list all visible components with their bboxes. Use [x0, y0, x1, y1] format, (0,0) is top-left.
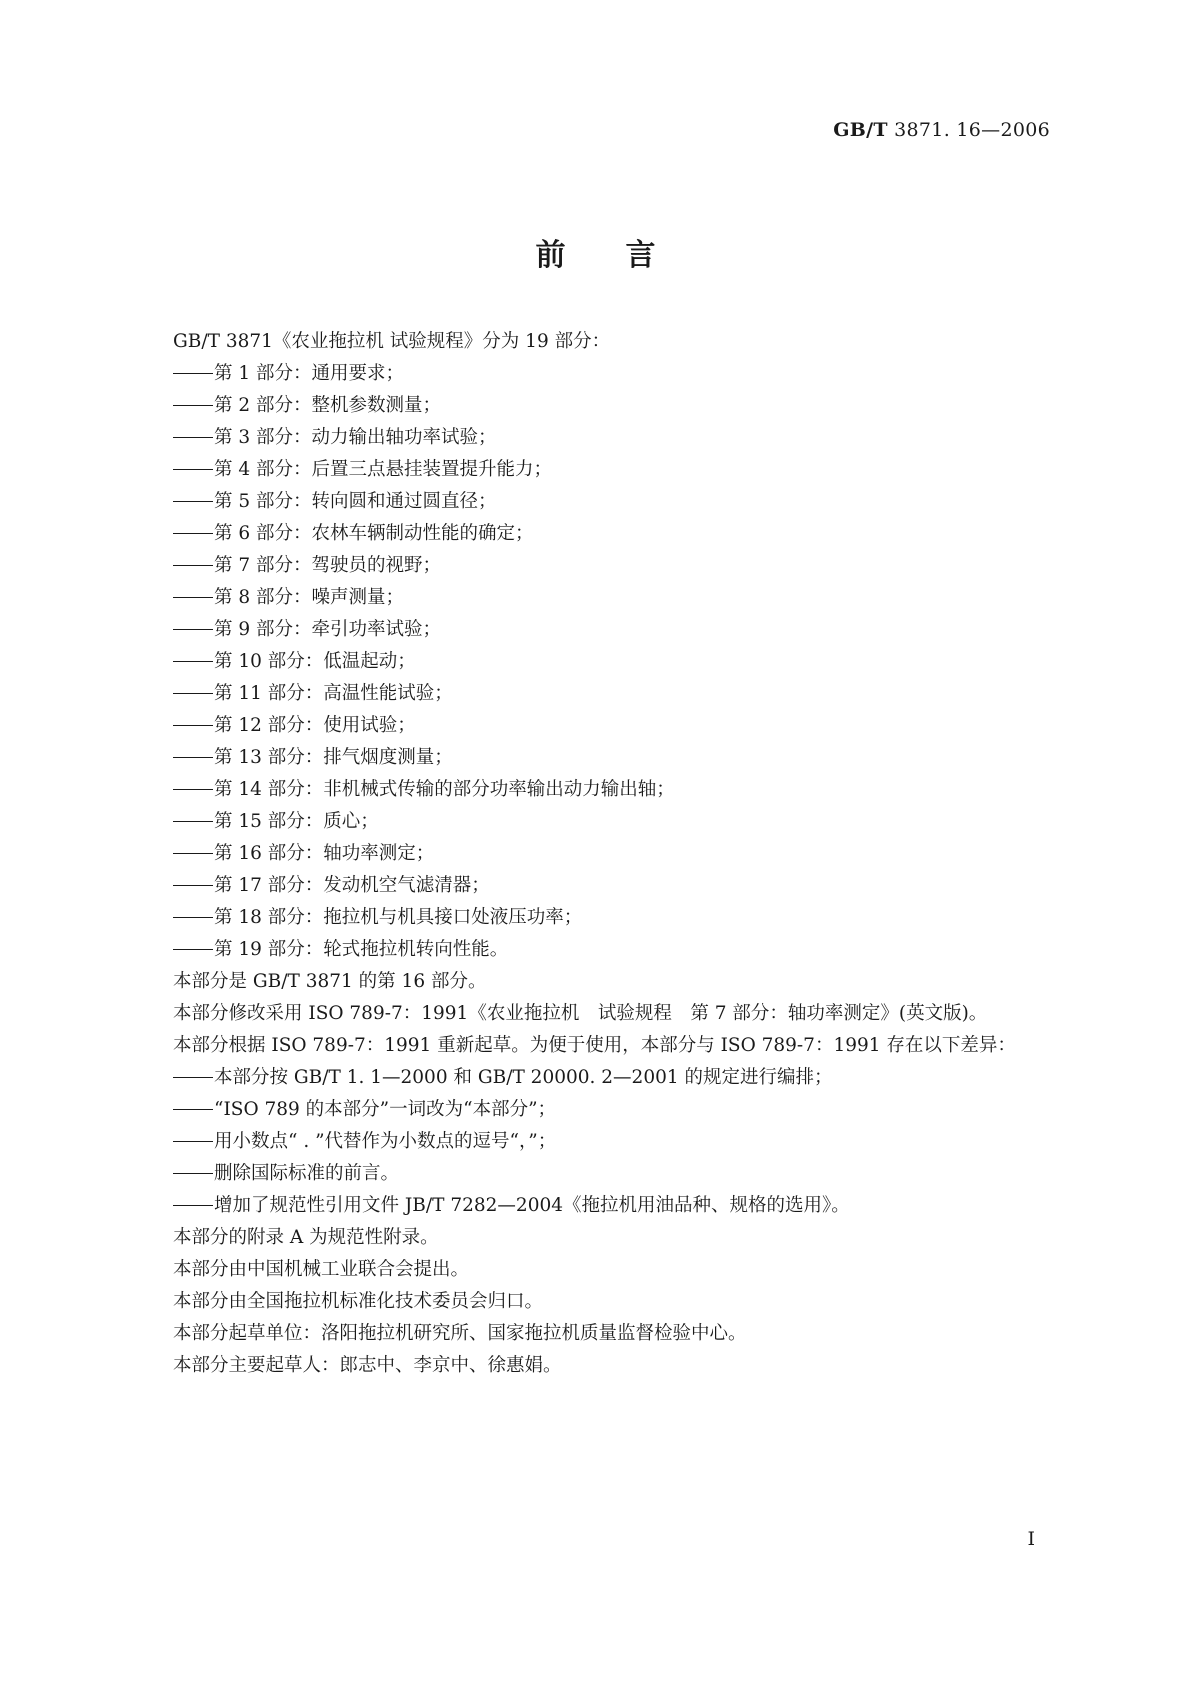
committee-statement: 本部分由全国拖拉机标准化技术委员会归口。	[173, 1291, 544, 1312]
list-item: 第 18 部分：拖拉机与机具接口处液压功率；	[173, 902, 1053, 934]
dash-mark	[173, 774, 214, 806]
drafting-units: 本部分起草单位：洛阳拖拉机研究所、国家拖拉机质量监督检验中心。	[173, 1323, 747, 1344]
dash-mark	[173, 422, 214, 454]
dash-mark	[173, 870, 214, 902]
difference-item: “ISO 789 的本部分”一词改为“本部分”；	[173, 1094, 1053, 1126]
list-item: 第 19 部分：轮式拖拉机转向性能。	[173, 934, 1053, 966]
dash-mark	[173, 1158, 214, 1190]
difference-item: 增加了规范性引用文件 JB/T 7282—2004《拖拉机用油品种、规格的选用》。	[173, 1190, 1053, 1222]
adoption-statement: 本部分修改采用 ISO 789-7：1991《农业拖拉机 试验规程 第 7 部分：轴功率测定》(英文版)。	[173, 1003, 988, 1024]
dash-mark	[173, 934, 214, 966]
dash-mark	[173, 1190, 214, 1222]
dash-mark	[173, 550, 214, 582]
standard-code-number: 3871. 16—2006	[887, 119, 1050, 141]
dash-mark	[173, 582, 214, 614]
part-statement: 本部分是 GB/T 3871 的第 16 部分。	[173, 971, 487, 992]
list-item: 第 6 部分：农林车辆制动性能的确定；	[173, 518, 1053, 550]
drafters: 本部分主要起草人：郎志中、李京中、徐惠娟。	[173, 1355, 562, 1376]
list-item: 第 1 部分：通用要求；	[173, 358, 1053, 390]
difference-item: 删除国际标准的前言。	[173, 1158, 1053, 1190]
list-item: 第 17 部分：发动机空气滤清器；	[173, 870, 1053, 902]
dash-mark	[173, 1062, 214, 1094]
page-number: I	[1027, 1528, 1035, 1550]
dash-mark	[173, 838, 214, 870]
list-item: 第 12 部分：使用试验；	[173, 710, 1053, 742]
list-item: 第 14 部分：非机械式传输的部分功率输出动力输出轴；	[173, 774, 1053, 806]
list-item: 第 5 部分：转向圆和通过圆直径；	[173, 486, 1053, 518]
list-item: 第 8 部分：噪声测量；	[173, 582, 1053, 614]
dash-mark	[173, 1126, 214, 1158]
dash-mark	[173, 902, 214, 934]
list-item: 第 16 部分：轴功率测定；	[173, 838, 1053, 870]
list-item: 第 9 部分：牵引功率试验；	[173, 614, 1053, 646]
standard-code	[833, 119, 1050, 141]
list-item: 第 15 部分：质心；	[173, 806, 1053, 838]
dash-mark	[173, 742, 214, 774]
list-item: 第 2 部分：整机参数测量；	[173, 390, 1053, 422]
list-item: 第 10 部分：低温起动；	[173, 646, 1053, 678]
dash-mark	[173, 518, 214, 550]
dash-mark	[173, 710, 214, 742]
difference-statement: 本部分根据 ISO 789-7：1991 重新起草。为便于使用，本部分与 ISO 789-7：1991 存在以下差异：	[173, 1035, 1016, 1056]
list-item: 第 4 部分：后置三点悬挂装置提升能力；	[173, 454, 1053, 486]
list-item: 第 3 部分：动力输出轴功率试验；	[173, 422, 1053, 454]
annex-statement: 本部分的附录 A 为规范性附录。	[173, 1227, 439, 1248]
page-title: 前言	[535, 238, 716, 273]
dash-mark	[173, 646, 214, 678]
standard-code-prefix: GB/T	[833, 119, 888, 141]
dash-mark	[173, 358, 214, 390]
intro-paragraph: GB/T 3871《农业拖拉机 试验规程》分为 19 部分：	[173, 331, 611, 352]
list-item: 第 13 部分：排气烟度测量；	[173, 742, 1053, 774]
dash-mark	[173, 390, 214, 422]
dash-mark	[173, 1094, 214, 1126]
dash-mark	[173, 806, 214, 838]
dash-mark	[173, 678, 214, 710]
dash-mark	[173, 486, 214, 518]
difference-item: 用小数点“ . ”代替作为小数点的逗号“，”；	[173, 1126, 1053, 1158]
foreword-body	[173, 326, 1053, 1382]
list-item: 第 7 部分：驾驶员的视野；	[173, 550, 1053, 582]
difference-item: 本部分按 GB/T 1. 1—2000 和 GB/T 20000. 2—2001 的规定进行编排；	[173, 1062, 1053, 1094]
proposer-statement: 本部分由中国机械工业联合会提出。	[173, 1259, 470, 1280]
list-item: 第 11 部分：高温性能试验；	[173, 678, 1053, 710]
dash-mark	[173, 454, 214, 486]
dash-mark	[173, 614, 214, 646]
